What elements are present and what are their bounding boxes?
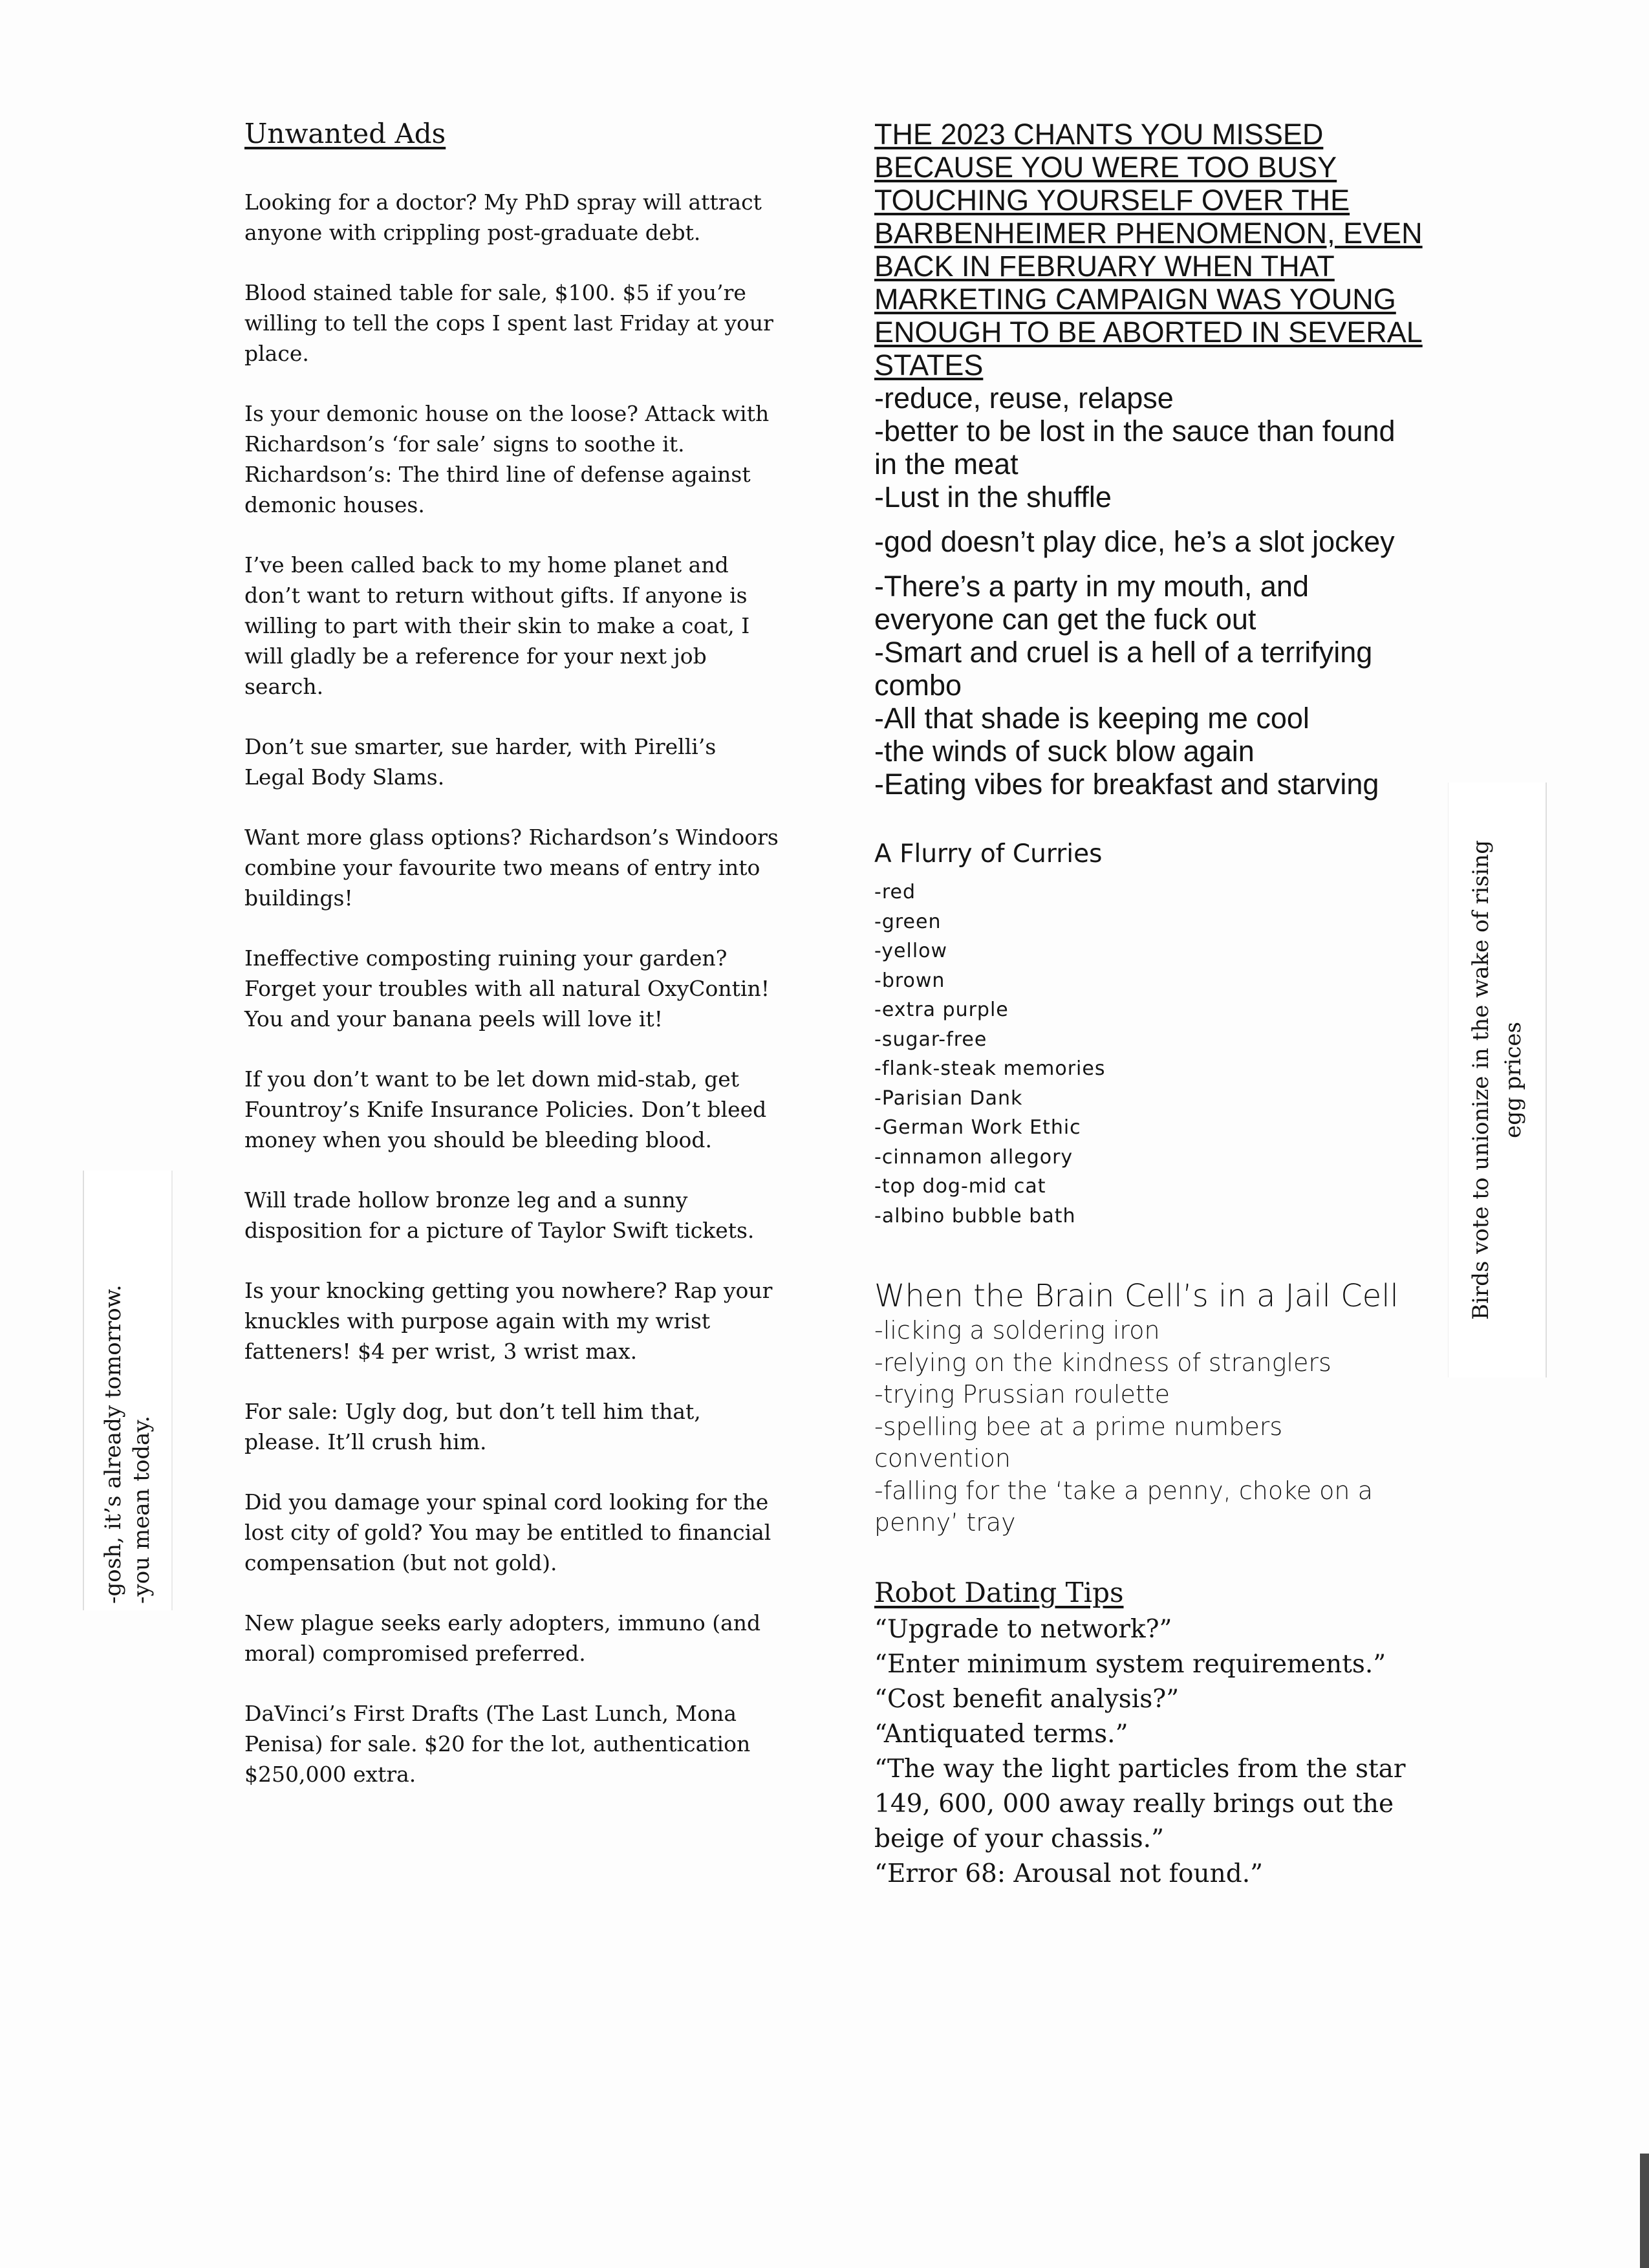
chant-item: -All that shade is keeping me cool [874,702,1310,735]
curries-section [874,839,1424,1231]
curry-item: -red [874,881,916,903]
robot-dating-item: “Error 68: Arousal not found.” [874,1859,1264,1888]
curries-title: A Flurry of Curries [874,839,1103,869]
chant-item: -There’s a party in my mouth, and everyone can get the fuck out [874,570,1309,636]
curry-item: -top dog-mid cat [874,1175,1046,1198]
curry-item: -extra purple [874,999,1009,1021]
robot-dating-item: “The way the light particles from the star 149, 600, 000 away really brings out the beige of your chassis.” [874,1754,1406,1853]
chants-section [874,118,1424,801]
robot-dating-section [874,1577,1424,1892]
side-note-line: -gosh, it’s already tomorrow. [100,1284,126,1604]
ad-item: Is your demonic house on the loose? Attack with Richardson’s ‘for sale’ signs to soothe it. Richardson’s: The third line of defense against demonic houses. [244,401,770,517]
ad-item: Don’t sue smarter, sue harder, with Pirelli’s Legal Body Slams. [244,734,717,790]
chant-item: -Eating vibes for breakfast and starving [874,768,1379,801]
brain-cell-item: -relying on the kindness of stranglers [874,1348,1331,1377]
ad-item: For sale: Ugly dog, but don’t tell him that, please. It’ll crush him. [244,1399,701,1454]
brain-cell-title: When the Brain Cell’s in a Jail Cell [874,1278,1399,1314]
right-side-note-strip [1449,783,1546,1377]
brain-cell-item: -licking a soldering iron [874,1316,1160,1345]
brain-cell-item: -trying Prussian roulette [874,1380,1170,1409]
brain-cell-item: -spelling bee at a prime numbers convention [874,1412,1283,1473]
unwanted-ads-title: Unwanted Ads [244,118,446,149]
side-note-line: egg prices [1500,1022,1526,1138]
curry-item: -yellow [874,940,948,962]
scan-edge-mark [1640,2154,1649,2268]
curry-item: -green [874,910,942,933]
curry-item: -albino bubble bath [874,1204,1076,1227]
chants-title: THE 2023 CHANTS YOU MISSED BECAUSE YOU WERE TOO BUSY TOUCHING YOURSELF OVER THE BARBENHEIMER PHENOMENON, EVEN BACK IN FEBRUARY WHEN THAT MARKETING CAMPAIGN WAS YOUNG ENOUGH TO BE ABORTED IN SEVERAL STATES [874,118,1423,382]
curry-item: -brown [874,969,945,992]
chant-item: -better to be lost in the sauce than found in the meat [874,415,1396,481]
curry-item: -German Work Ethic [874,1116,1081,1139]
chant-item: -Smart and cruel is a hell of a terrifying combo [874,636,1373,702]
chant-item: -the winds of suck blow again [874,735,1255,768]
ad-item: Blood stained table for sale, $100. $5 if you’re willing to tell the cops I spent last Friday at your place. [244,280,773,366]
ad-item: Is your knocking getting you nowhere? Rap your knuckles with purpose again with my wrist fatteners! $4 per wrist, 3 wrist max. [244,1278,773,1364]
curry-item: -flank-steak memories [874,1057,1106,1080]
curry-item: -cinnamon allegory [874,1145,1073,1169]
chant-item: -god doesn’t play dice, he’s a slot jockey [874,525,1395,558]
robot-dating-item: “Upgrade to network?” [874,1614,1172,1644]
left-side-note [99,1177,156,1604]
ad-item: New plague seeks early adopters, immuno (and moral) compromised preferred. [244,1610,761,1666]
left-side-note-strip [84,1171,171,1610]
ad-item: Will trade hollow bronze leg and a sunny disposition for a picture of Taylor Swift tickets. [244,1187,755,1243]
robot-dating-item: “Cost benefit analysis?” [874,1684,1180,1714]
ad-item: Looking for a doctor? My PhD spray will attract anyone with crippling post-graduate debt. [244,189,762,245]
ad-item: If you don’t want to be let down mid-stab, get Fountroy’s Knife Insurance Policies. Don’t bleed money when you should be bleeding blood. [244,1066,767,1152]
brain-cell-item: -falling for the ‘take a penny, choke on a penny’ tray [874,1476,1373,1537]
ad-item: DaVinci’s First Drafts (The Last Lunch, Mona Penisa) for sale. $20 for the lot, authentication $250,000 extra. [244,1701,751,1787]
right-side-note [1465,815,1529,1345]
robot-dating-item: “Enter minimum system requirements.” [874,1649,1386,1679]
ad-item: Ineffective composting ruining your garden? Forget your troubles with all natural OxyContin! You and your banana peels will love it! [244,945,770,1031]
right-column [874,118,1424,1892]
ad-item: Did you damage your spinal cord looking for the lost city of gold? You may be entitled to financial compensation (but not gold). [244,1489,771,1575]
ad-item: I’ve been called back to my home planet and don’t want to return without gifts. If anyone is willing to part with their skin to make a coat, I will gladly be a reference for your next job search. [244,552,750,699]
unwanted-ads-column [244,118,781,1819]
robot-dating-title: Robot Dating Tips [874,1576,1124,1608]
ad-item: Want more glass options? Richardson’s Windoors combine your favourite two means of entry into buildings! [244,825,779,911]
curry-item: -Parisian Dank [874,1086,1023,1110]
side-note-line: Birds vote to unionize in the wake of rising [1468,839,1494,1321]
robot-dating-item: “Antiquated terms.” [874,1719,1128,1749]
chant-item: -reduce, reuse, relapse [874,382,1174,415]
brain-cell-section [874,1277,1424,1539]
side-note-line: -you mean today. [129,1416,155,1604]
chant-item: -Lust in the shuffle [874,481,1112,513]
curry-item: -sugar-free [874,1028,987,1051]
